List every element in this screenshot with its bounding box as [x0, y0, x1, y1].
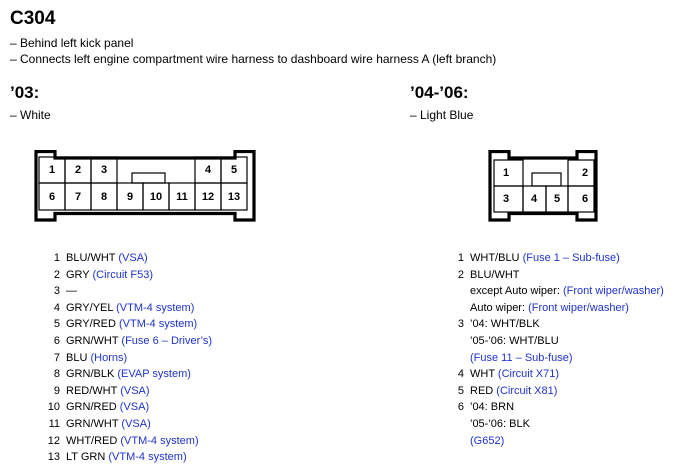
circuit-reference-link[interactable]: (EVAP system) — [117, 368, 191, 381]
pin-label-3: 3 — [100, 164, 108, 176]
circuit-reference-link[interactable]: (Fuse 1 – Sub-fuse) — [522, 252, 620, 264]
wire-color: GRN/WHT — [66, 334, 119, 347]
connector-6pin-key — [532, 173, 561, 186]
wire-color: WHT/RED — [66, 434, 118, 447]
pin-number: 4 — [53, 301, 60, 314]
circuit-reference-link[interactable]: (VSA) — [118, 252, 148, 264]
pin-number: 3 — [53, 285, 60, 298]
pin-row-3 — [40, 283, 212, 300]
circuit-reference-link[interactable]: (VSA) — [119, 401, 150, 414]
pin-detail-text: Auto wiper: — [470, 301, 526, 314]
pin-row-3-detail — [454, 350, 664, 367]
pin-label-6: 6 — [48, 191, 56, 203]
pin-label-10: 10 — [149, 191, 163, 203]
wire-color: GRN/WHT — [66, 417, 119, 430]
circuit-reference-link[interactable]: (VTM-4 system) — [108, 451, 187, 464]
pin-label-2: 2 — [581, 167, 589, 179]
pin-row-4 — [40, 300, 212, 317]
circuit-reference-link[interactable]: (Fuse 11 – Sub-fuse) — [470, 351, 573, 364]
pin-row-5 — [454, 383, 664, 400]
pin-row-2-detail — [454, 283, 664, 300]
wire-color: GRN/BLK — [66, 368, 115, 381]
pin-number: 7 — [53, 351, 60, 364]
wire-color: RED/WHT — [66, 384, 118, 397]
pin-row-11 — [40, 416, 212, 433]
pin-row-6-detail — [454, 433, 664, 450]
pin-label-2: 2 — [74, 164, 82, 176]
pin-row-3 — [454, 316, 664, 333]
circuit-reference-link[interactable]: (Horns) — [90, 351, 128, 364]
pin-label-5: 5 — [553, 193, 561, 205]
pin-label-8: 8 — [100, 191, 108, 203]
circuit-reference-link[interactable]: (Front wiper/washer) — [562, 285, 664, 298]
circuit-reference-link[interactable]: (VSA) — [120, 384, 150, 397]
wire-color: GRN/RED — [66, 401, 117, 414]
wire-color: GRY — [66, 268, 90, 281]
pin-row-1 — [40, 250, 212, 267]
wire-color: BLU/WHT — [470, 268, 520, 281]
right-pin-list — [454, 250, 664, 449]
wire-color: LT GRN — [66, 451, 106, 464]
wire-color: ’04: WHT/BLK — [470, 318, 540, 331]
left-pin-list — [40, 250, 212, 466]
pin-number: 1 — [53, 252, 60, 264]
pin-row-2-detail — [454, 300, 664, 317]
circuit-reference-link[interactable]: (VTM-4 system) — [120, 434, 199, 447]
wire-color: ’04: BRN — [470, 401, 515, 414]
pin-label-4: 4 — [530, 193, 538, 205]
circuit-reference-link[interactable]: (VSA) — [121, 417, 151, 430]
pin-number: 6 — [457, 401, 464, 414]
wire-color: GRY/RED — [66, 318, 116, 331]
pin-row-2 — [40, 267, 212, 284]
wire-color: BLU/WHT — [66, 252, 116, 264]
circuit-reference-link[interactable]: (VTM-4 system) — [116, 301, 195, 314]
pin-row-4 — [454, 366, 664, 383]
pin-label-13: 13 — [227, 191, 241, 203]
pin-number: 12 — [47, 434, 60, 447]
right-heading: ’04-’06: — [410, 83, 469, 102]
pin-row-10 — [40, 399, 212, 416]
pin-number: 8 — [53, 368, 60, 381]
circuit-reference-link[interactable]: (VTM-4 system) — [118, 318, 198, 331]
pin-row-12 — [40, 433, 212, 450]
circuit-reference-link[interactable]: (Fuse 6 – Driver’s) — [121, 334, 213, 347]
pin-label-1: 1 — [502, 167, 510, 179]
pin-row-6-detail — [454, 416, 664, 433]
circuit-reference-link[interactable]: (Circuit F53) — [92, 268, 154, 281]
pin-number: 1 — [457, 252, 464, 264]
pin-label-7: 7 — [74, 191, 82, 203]
pin-label-9: 9 — [126, 191, 134, 203]
left-color: – White — [10, 108, 51, 122]
connector-13pin-diagram — [34, 150, 256, 222]
pin-label-6: 6 — [581, 193, 589, 205]
pin-number: 2 — [53, 268, 60, 281]
wire-color: WHT/BLU — [470, 252, 520, 264]
wire-color: RED — [470, 384, 494, 397]
pin-row-2 — [454, 267, 664, 284]
pin-label-3: 3 — [502, 193, 510, 205]
pin-number: 4 — [457, 368, 464, 381]
pin-row-8 — [40, 366, 212, 383]
pin-number: 13 — [47, 451, 60, 464]
pin-number: 6 — [53, 334, 60, 347]
pin-detail-text: except Auto wiper: — [470, 285, 560, 298]
circuit-reference-link[interactable]: (G652) — [470, 434, 505, 447]
pin-number: 5 — [53, 318, 60, 331]
pin-row-13 — [40, 449, 212, 466]
pin-row-3-detail — [454, 333, 664, 350]
connector-13pin-key — [132, 173, 165, 183]
pin-label-5: 5 — [230, 164, 238, 176]
pin-label-1: 1 — [48, 164, 56, 176]
pin-number: 9 — [53, 384, 60, 397]
wire-color: WHT — [470, 368, 495, 381]
circuit-reference-link[interactable]: (Front wiper/washer) — [528, 301, 629, 314]
pin-row-9 — [40, 383, 212, 400]
pin-row-6 — [454, 399, 664, 416]
connection-note: – Connects left engine compartment wire harness to dashboard wire harness A (left branch) — [10, 52, 497, 66]
circuit-reference-link[interactable]: (Circuit X71) — [497, 368, 560, 381]
pin-detail-text: ’05-’06: BLK — [470, 417, 530, 430]
pin-row-7 — [40, 350, 212, 367]
pin-row-6 — [40, 333, 212, 350]
pin-row-1 — [454, 250, 664, 267]
connector-6pin-diagram — [488, 150, 600, 222]
right-color: – Light Blue — [410, 108, 474, 122]
pin-number: 2 — [457, 268, 464, 281]
pin-number: 3 — [457, 318, 464, 331]
pin-number: 10 — [47, 401, 60, 414]
left-heading: ’03: — [10, 83, 40, 102]
connector-title: C304 — [10, 8, 56, 29]
location-note: – Behind left kick panel — [10, 36, 134, 50]
circuit-reference-link[interactable]: (Circuit X81) — [496, 384, 558, 397]
pin-detail-text: ’05-’06: WHT/BLU — [470, 334, 559, 347]
pin-label-4: 4 — [204, 164, 212, 176]
pin-number: 11 — [48, 417, 60, 430]
wire-color: — — [66, 285, 77, 298]
pin-label-12: 12 — [201, 191, 215, 203]
pin-number: 5 — [457, 384, 464, 397]
wire-color: BLU — [66, 351, 88, 364]
pin-label-11: 11 — [176, 191, 188, 203]
pin-row-5 — [40, 316, 212, 333]
wire-color: GRY/YEL — [66, 301, 114, 314]
